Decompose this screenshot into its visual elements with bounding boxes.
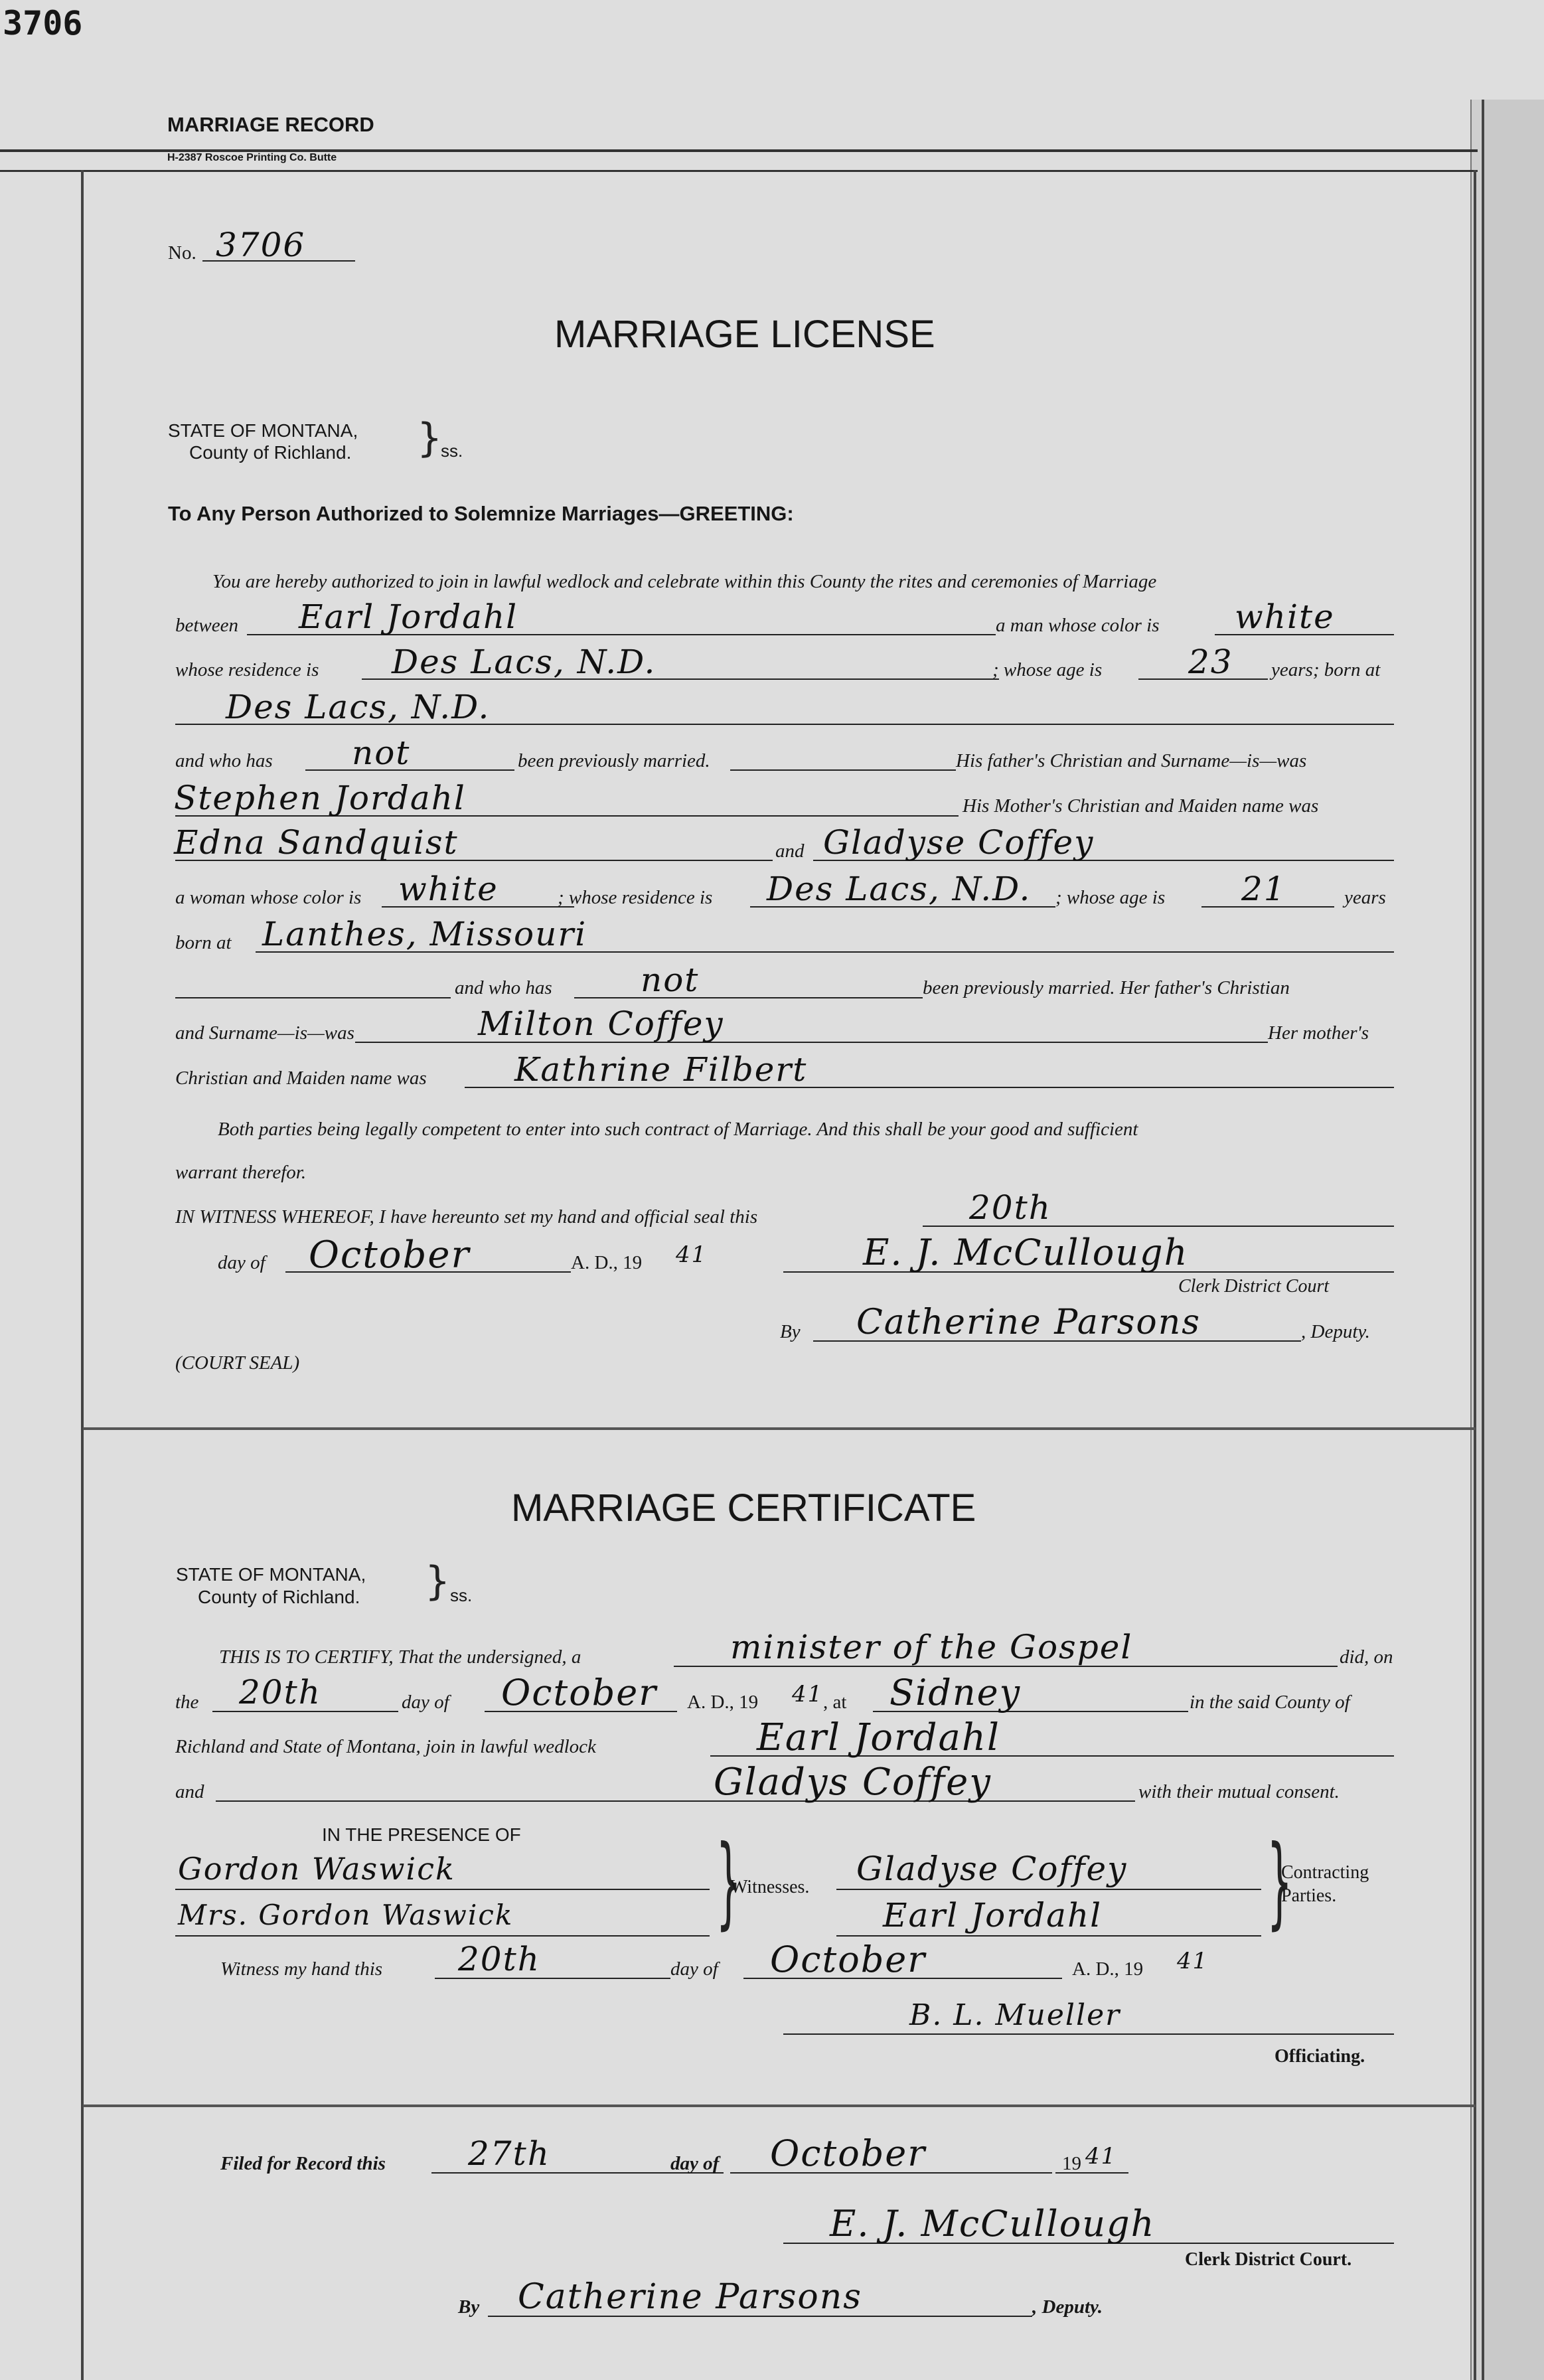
license-month: October [309, 1233, 471, 1277]
license-no-line [202, 260, 355, 262]
bride-blank-line [175, 997, 451, 998]
contracting-label: Contracting [1281, 1862, 1369, 1883]
man-color-label: a man whose color is [996, 615, 1160, 636]
witness-brace: } [716, 1824, 741, 1940]
filed-deputy-signature: Catherine Parsons [518, 2277, 862, 2317]
christian-maiden-label: Christian and Maiden name was [175, 1068, 427, 1089]
filed-clerk-signature: E. J. McCullough [830, 2203, 1156, 2245]
bride-color: white [398, 870, 499, 908]
at-label: , at [823, 1692, 847, 1713]
bride-father: Milton Coffey [478, 1004, 724, 1043]
bride-prev: not [641, 961, 700, 999]
the-label: the [175, 1692, 199, 1713]
certificate-state: STATE OF MONTANA, [176, 1564, 366, 1585]
mother-label: His Mother's Christian and Maiden name was [963, 795, 1319, 817]
witness-text: IN WITNESS WHEREOF, I have hereunto set my hand and official seal this [175, 1206, 758, 1228]
certificate-groom: Earl Jordahl [757, 1716, 1000, 1759]
bride-age: 21 [1241, 870, 1286, 908]
section-separator-2 [83, 2104, 1476, 2107]
contracting-party-1: Gladyse Coffey [856, 1850, 1128, 1888]
who-has-label: and who has [175, 750, 273, 771]
header-rule [0, 149, 1478, 152]
prev-married-label: been previously married. [518, 750, 710, 771]
contracting-party-2: Earl Jordahl [883, 1896, 1103, 1935]
consent-text: with their mutual consent. [1138, 1781, 1340, 1802]
groom-color: white [1235, 597, 1335, 636]
license-ss: ss. [441, 441, 463, 461]
by-label: By [780, 1321, 801, 1342]
officiant-signature: B. L. Mueller [909, 1998, 1121, 2032]
groom-father: Stephen Jordahl [174, 779, 466, 817]
deputy-label: , Deputy. [1301, 1321, 1370, 1342]
bride-mother: Kathrine Filbert [514, 1050, 808, 1089]
filed-by-label: By [458, 2296, 480, 2318]
years-label: years [1344, 887, 1386, 908]
and-label: and [775, 840, 805, 862]
court-seal: (COURT SEAL) [175, 1352, 300, 1374]
witness-1: Gordon Waswick [178, 1851, 455, 1887]
groom-name: Earl Jordahl [299, 597, 518, 636]
filed-year: 41 [1085, 2143, 1117, 2170]
license-no-value: 3706 [216, 226, 306, 264]
party2-line [836, 1935, 1261, 1937]
cert-ad-label: A. D., 19 [687, 1692, 759, 1713]
did-on-label: did, on [1340, 1646, 1393, 1668]
prev-married-line [730, 769, 956, 771]
bride-residence-label: ; whose residence is [558, 887, 713, 908]
cert-and-label: and [175, 1781, 204, 1802]
license-greeting: To Any Person Authorized to Solemnize Marriages—GREETING: [168, 502, 794, 525]
witnesses-label: Witnesses. [730, 1877, 810, 1897]
certificate-year: 41 [792, 1681, 824, 1707]
presence-label: IN THE PRESENCE OF [322, 1824, 521, 1845]
header-rule-lower [0, 170, 1478, 172]
cert-day-of-label: day of [402, 1692, 449, 1713]
parties-label: Parties. [1281, 1885, 1337, 1906]
filed-month: October [770, 2132, 927, 2174]
certificate-place: Sidney [889, 1672, 1022, 1713]
party1-line [836, 1889, 1261, 1890]
filed-label: Filed for Record this [220, 2153, 386, 2174]
competent-text: Both parties being legally competent to enter into such contract of Marriage. And this shall be your good and sufficient [218, 1119, 1138, 1140]
license-brace: } [417, 415, 443, 461]
license-clerk-signature: E. J. McCullough [863, 1231, 1189, 1273]
certificate-ss: ss. [450, 1585, 473, 1605]
filed-deputy-label: , Deputy. [1032, 2296, 1103, 2318]
page-number: 3706 [3, 4, 83, 42]
bride-residence: Des Lacs, N.D. [767, 870, 1032, 908]
woman-color-label: a woman whose color is [175, 887, 362, 908]
officiating-label: Officiating. [1274, 2046, 1365, 2067]
day-of-label: day of [218, 1252, 266, 1273]
years-born-label: years; born at [1271, 659, 1381, 680]
ad-label: A. D., 19 [571, 1252, 643, 1273]
certificate-bride: Gladys Coffey [714, 1761, 992, 1804]
filed-nineteen: 19 [1062, 2153, 1081, 2174]
groom-birthplace: Des Lacs, N.D. [226, 688, 491, 726]
groom-residence: Des Lacs, N.D. [392, 643, 656, 681]
filed-day: 27th [468, 2134, 550, 2173]
born-at-label: born at [175, 932, 232, 953]
county-of-label: in the said County of [1190, 1692, 1350, 1713]
bride-age-label: ; whose age is [1055, 887, 1166, 908]
officiant-sig-line [783, 2033, 1394, 2035]
father-label: His father's Christian and Surname—is—was [956, 750, 1307, 771]
witness2-line [175, 1935, 710, 1937]
prev-married2-label: been previously married. Her father's Christian [923, 977, 1290, 998]
license-state: STATE OF MONTANA, [168, 420, 358, 441]
hand-ad-label: A. D., 19 [1072, 1958, 1144, 1980]
license-day: 20th [969, 1188, 1051, 1227]
witness-hand-label: Witness my hand this [220, 1958, 383, 1980]
left-margin-line [81, 170, 84, 2380]
residence-label: whose residence is [175, 659, 319, 680]
hers-mothers-label: Her mother's [1268, 1022, 1369, 1044]
warrant-text: warrant therefor. [175, 1162, 307, 1183]
certificate-month: October [501, 1672, 658, 1713]
certificate-county: County of Richland. [198, 1587, 360, 1607]
printer-imprint: H-2387 Roscoe Printing Co. Butte [167, 152, 337, 163]
facing-page-edge [1482, 100, 1544, 2380]
filed-year-line [1055, 2172, 1128, 2174]
license-county: County of Richland. [189, 442, 352, 463]
bride-prev-line [574, 997, 923, 998]
and-surname-label: and Surname—is—was [175, 1022, 354, 1044]
parties-brace: } [1267, 1824, 1292, 1940]
and-who-has-label: and who has [455, 977, 552, 998]
witness-2: Mrs. Gordon Waswick [178, 1899, 514, 1931]
clerk-title: Clerk District Court [1178, 1276, 1330, 1297]
witness1-line [175, 1889, 710, 1890]
certificate-brace: } [425, 1558, 451, 1605]
license-intro: You are hereby authorized to join in lawful wedlock and celebrate within this County the rites and ceremonies of Marriage [212, 571, 1157, 592]
certificate-day: 20th [239, 1673, 321, 1711]
age-label: ; whose age is [992, 659, 1103, 680]
license-title: MARRIAGE LICENSE [554, 313, 935, 356]
groom-prev: not [352, 734, 411, 772]
license-no-label: No. [168, 242, 196, 264]
license-deputy-signature: Catherine Parsons [856, 1303, 1201, 1342]
groom-age: 23 [1188, 643, 1233, 681]
hand-year: 41 [1177, 1948, 1209, 1974]
filed-clerk-title: Clerk District Court. [1185, 2249, 1352, 2270]
bride-name: Gladyse Coffey [823, 823, 1095, 862]
filed-day-of-label: day of [670, 2153, 720, 2174]
certify-text: THIS IS TO CERTIFY, That the undersigned, a [219, 1646, 581, 1668]
record-header-title: MARRIAGE RECORD [167, 113, 374, 136]
cert-bride-line [216, 1800, 1135, 1802]
bride-birthplace: Lanthes, Missouri [262, 915, 587, 953]
between-label: between [175, 615, 239, 636]
license-year: 41 [676, 1241, 708, 1268]
section-separator-1 [83, 1427, 1476, 1430]
hand-day: 20th [458, 1940, 540, 1978]
groom-mother: Edna Sandquist [174, 823, 459, 862]
right-margin-line [1474, 170, 1476, 2380]
certificate-title: MARRIAGE CERTIFICATE [511, 1486, 976, 1530]
richland-text: Richland and State of Montana, join in lawful wedlock [175, 1736, 596, 1757]
hand-month: October [770, 1939, 927, 1980]
hand-day-of-label: day of [670, 1958, 718, 1980]
officiant-title: minister of the Gospel [730, 1628, 1133, 1666]
